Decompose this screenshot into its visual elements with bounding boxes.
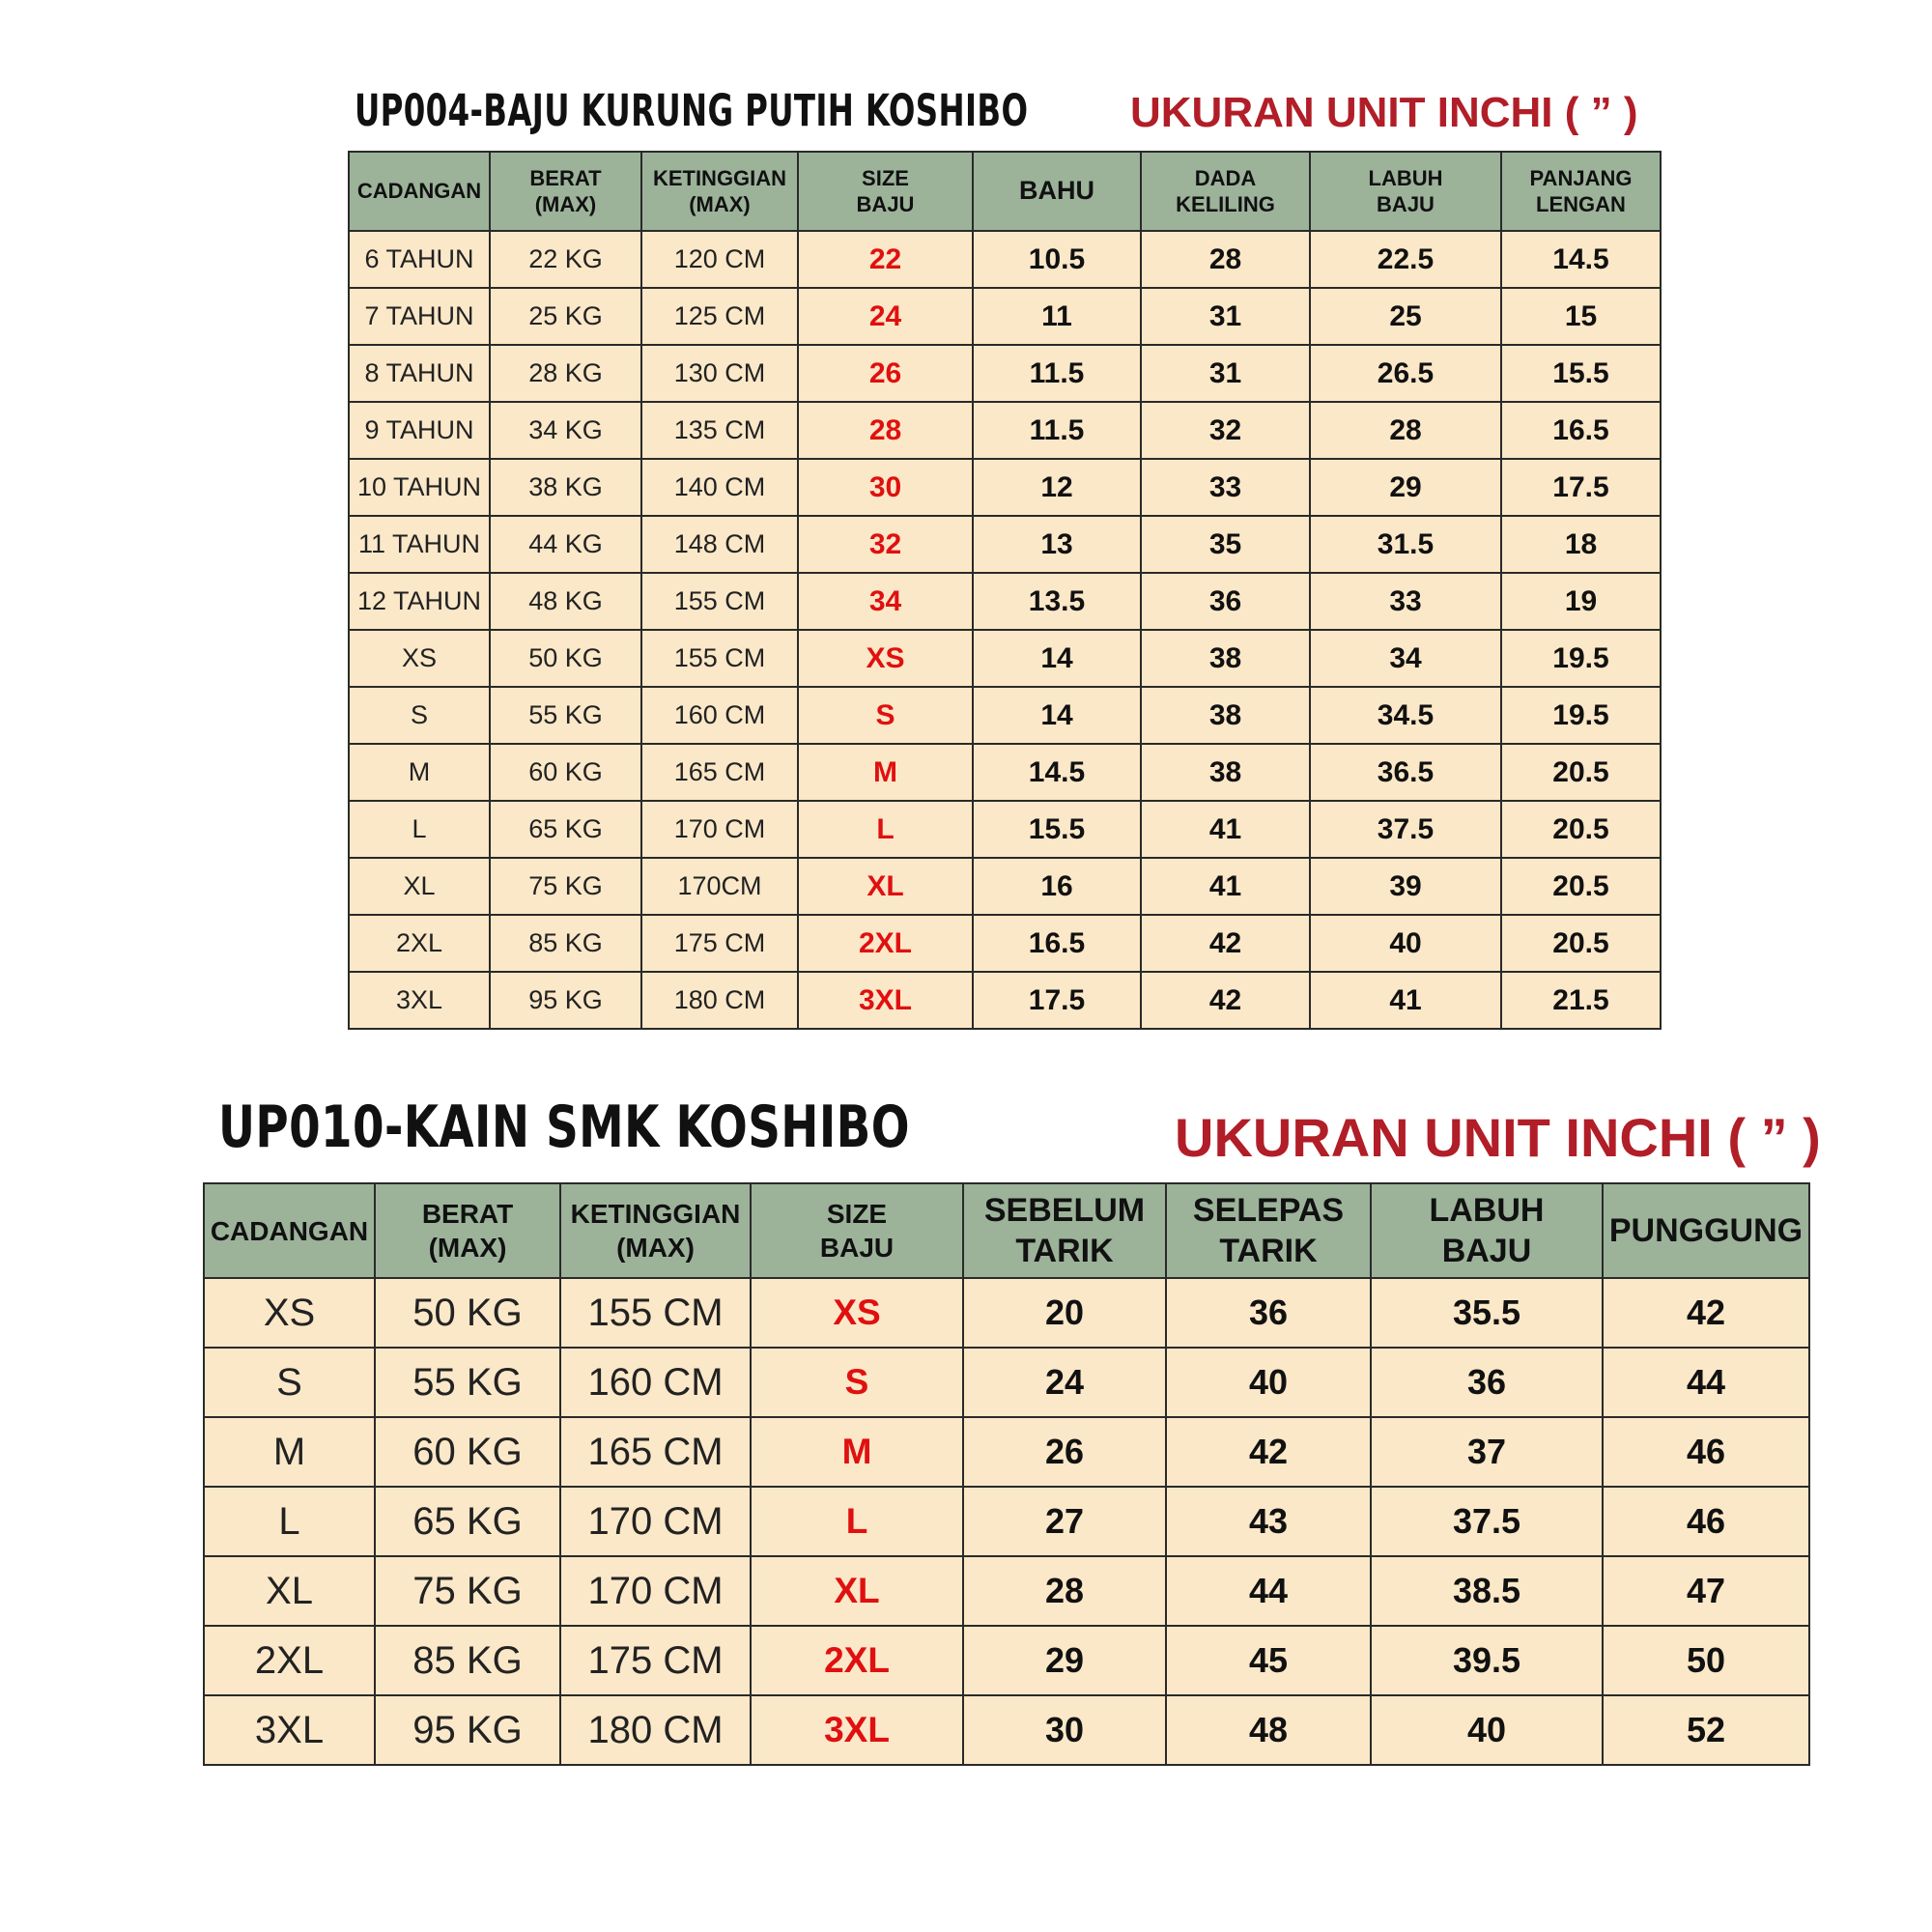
table-cell: 170 CM [641, 801, 798, 858]
table-body [349, 231, 1661, 1029]
column-header [1310, 152, 1501, 231]
table-cell: 175 CM [560, 1626, 751, 1695]
table-cell: 65 KG [490, 801, 641, 858]
measurement-cell: 20.5 [1501, 801, 1661, 858]
measurement-cell: 15 [1501, 288, 1661, 345]
column-header-line: SEBELUM [983, 1191, 1146, 1229]
table-row [349, 573, 1661, 630]
column-header-line: BERAT [529, 165, 602, 190]
size-cell: M [751, 1417, 963, 1487]
measurement-cell: 17.5 [973, 972, 1141, 1029]
measurement-cell: 36.5 [1310, 744, 1501, 801]
measurement-cell: 37 [1371, 1417, 1603, 1487]
column-header-line: (MAX) [428, 1233, 507, 1263]
size-table-baju-kurung [348, 151, 1662, 1030]
table-cell: 75 KG [490, 858, 641, 915]
measurement-cell: 28 [963, 1556, 1166, 1626]
column-header [1501, 152, 1661, 231]
table-row [204, 1556, 1809, 1626]
table-row [349, 915, 1661, 972]
column-header-line: CADANGAN [356, 179, 482, 204]
measurement-cell: 42 [1141, 972, 1310, 1029]
measurement-cell: 14 [973, 687, 1141, 744]
column-header-line: SIZE [826, 1199, 888, 1229]
table-cell: 7 TAHUN [349, 288, 490, 345]
table-cell: 8 TAHUN [349, 345, 490, 402]
table-cell: 85 KG [375, 1626, 560, 1695]
table-cell: 160 CM [641, 687, 798, 744]
table-cell: 12 TAHUN [349, 573, 490, 630]
measurement-cell: 36 [1141, 573, 1310, 630]
column-header [798, 152, 973, 231]
measurement-cell: 11.5 [973, 345, 1141, 402]
column-header-line: LABUH [1368, 165, 1443, 190]
column-header [1603, 1183, 1809, 1278]
table-cell: 3XL [204, 1695, 375, 1765]
column-header [490, 152, 641, 231]
table-cell: S [204, 1348, 375, 1417]
table-cell: 175 CM [641, 915, 798, 972]
measurement-cell: 14.5 [973, 744, 1141, 801]
table-row [349, 972, 1661, 1029]
table-cell: 9 TAHUN [349, 402, 490, 459]
measurement-cell: 36 [1166, 1278, 1371, 1348]
table-row [204, 1417, 1809, 1487]
column-header-line: TARIK [1015, 1233, 1114, 1269]
table-cell: 60 KG [490, 744, 641, 801]
measurement-cell: 40 [1371, 1695, 1603, 1765]
measurement-cell: 13 [973, 516, 1141, 573]
table-cell: 38 KG [490, 459, 641, 516]
size-cell: S [751, 1348, 963, 1417]
table-row [204, 1348, 1809, 1417]
measurement-cell: 38 [1141, 687, 1310, 744]
measurement-cell: 17.5 [1501, 459, 1661, 516]
column-header-line: KETINGGIAN [570, 1199, 741, 1229]
measurement-cell: 14 [973, 630, 1141, 687]
table-row [204, 1278, 1809, 1348]
measurement-cell: 46 [1603, 1417, 1809, 1487]
table-cell: 95 KG [375, 1695, 560, 1765]
table-row [204, 1695, 1809, 1765]
measurement-cell: 14.5 [1501, 231, 1661, 288]
table-cell: 50 KG [490, 630, 641, 687]
column-header [560, 1183, 751, 1278]
column-header [963, 1183, 1166, 1278]
measurement-cell: 35.5 [1371, 1278, 1603, 1348]
size-cell: 3XL [798, 972, 973, 1029]
measurement-cell: 16.5 [973, 915, 1141, 972]
measurement-cell: 19.5 [1501, 687, 1661, 744]
header-row [204, 1183, 1809, 1278]
measurement-cell: 19.5 [1501, 630, 1661, 687]
table-cell: 125 CM [641, 288, 798, 345]
header-row [349, 152, 1661, 231]
table-cell: 22 KG [490, 231, 641, 288]
column-header-line: BAJU [819, 1233, 895, 1263]
table-cell: 135 CM [641, 402, 798, 459]
measurement-cell: 20.5 [1501, 744, 1661, 801]
measurement-cell: 38 [1141, 744, 1310, 801]
table-row [204, 1487, 1809, 1556]
table-cell: XS [349, 630, 490, 687]
table-cell: 140 CM [641, 459, 798, 516]
table-cell: XL [349, 858, 490, 915]
column-header-line: SELEPAS [1192, 1191, 1345, 1229]
column-header-line: (MAX) [534, 192, 597, 216]
column-header-line: LABUH [1429, 1191, 1545, 1229]
measurement-cell: 28 [1141, 231, 1310, 288]
measurement-cell: 21.5 [1501, 972, 1661, 1029]
measurement-cell: 45 [1166, 1626, 1371, 1695]
table-cell: 170CM [641, 858, 798, 915]
table-cell: 160 CM [560, 1348, 751, 1417]
size-cell: XL [798, 858, 973, 915]
table-row [349, 801, 1661, 858]
size-cell: M [798, 744, 973, 801]
size-cell: 32 [798, 516, 973, 573]
measurement-cell: 11.5 [973, 402, 1141, 459]
column-header-line: LENGAN [1536, 192, 1626, 216]
table-cell: 170 CM [560, 1487, 751, 1556]
measurement-cell: 16.5 [1501, 402, 1661, 459]
table-cell: 155 CM [560, 1278, 751, 1348]
table-cell: 2XL [349, 915, 490, 972]
column-header [973, 152, 1141, 231]
table-cell: XL [204, 1556, 375, 1626]
table-row [349, 402, 1661, 459]
table-cell: 6 TAHUN [349, 231, 490, 288]
size-cell: 2XL [751, 1626, 963, 1695]
table-row [349, 288, 1661, 345]
measurement-cell: 41 [1141, 858, 1310, 915]
size-cell: 3XL [751, 1695, 963, 1765]
measurement-cell: 20.5 [1501, 915, 1661, 972]
measurement-cell: 44 [1603, 1348, 1809, 1417]
measurement-cell: 42 [1603, 1278, 1809, 1348]
measurement-cell: 32 [1141, 402, 1310, 459]
table-cell: 170 CM [560, 1556, 751, 1626]
table-row [349, 744, 1661, 801]
table-cell: 10 TAHUN [349, 459, 490, 516]
measurement-cell: 12 [973, 459, 1141, 516]
column-header [1141, 152, 1310, 231]
table-cell: 11 TAHUN [349, 516, 490, 573]
measurement-cell: 30 [963, 1695, 1166, 1765]
size-cell: 28 [798, 402, 973, 459]
size-cell: S [798, 687, 973, 744]
column-header [751, 1183, 963, 1278]
table-cell: 60 KG [375, 1417, 560, 1487]
measurement-cell: 40 [1166, 1348, 1371, 1417]
table-cell: L [204, 1487, 375, 1556]
measurement-cell: 44 [1166, 1556, 1371, 1626]
table-cell: 3XL [349, 972, 490, 1029]
size-cell: 2XL [798, 915, 973, 972]
measurement-cell: 31.5 [1310, 516, 1501, 573]
measurement-cell: 42 [1141, 915, 1310, 972]
column-header-line: KETINGGIAN [652, 165, 787, 190]
measurement-cell: 35 [1141, 516, 1310, 573]
size-cell: XS [798, 630, 973, 687]
table-cell: M [349, 744, 490, 801]
column-header [375, 1183, 560, 1278]
table-cell: 25 KG [490, 288, 641, 345]
measurement-cell: 38.5 [1371, 1556, 1603, 1626]
size-cell: 22 [798, 231, 973, 288]
table-row [349, 687, 1661, 744]
measurement-cell: 24 [963, 1348, 1166, 1417]
table-cell: 165 CM [560, 1417, 751, 1487]
column-header [1371, 1183, 1603, 1278]
table-cell: 44 KG [490, 516, 641, 573]
table-cell: S [349, 687, 490, 744]
measurement-cell: 31 [1141, 288, 1310, 345]
measurement-cell: 27 [963, 1487, 1166, 1556]
column-header [1166, 1183, 1371, 1278]
measurement-cell: 34.5 [1310, 687, 1501, 744]
column-header-line: (MAX) [689, 192, 751, 216]
measurement-cell: 26.5 [1310, 345, 1501, 402]
table-cell: 120 CM [641, 231, 798, 288]
size-cell: 30 [798, 459, 973, 516]
measurement-cell: 15.5 [973, 801, 1141, 858]
measurement-cell: 48 [1166, 1695, 1371, 1765]
column-header-line: PANJANG [1529, 165, 1633, 190]
measurement-cell: 28 [1310, 402, 1501, 459]
table-row [349, 858, 1661, 915]
measurement-cell: 22.5 [1310, 231, 1501, 288]
measurement-cell: 37.5 [1371, 1487, 1603, 1556]
table-cell: 55 KG [490, 687, 641, 744]
table-cell: M [204, 1417, 375, 1487]
column-header [641, 152, 798, 231]
measurement-cell: 47 [1603, 1556, 1809, 1626]
table-cell: 155 CM [641, 630, 798, 687]
column-header-line: DADA [1194, 165, 1257, 190]
column-header-line: SIZE [862, 165, 909, 190]
measurement-cell: 20.5 [1501, 858, 1661, 915]
table-cell: 2XL [204, 1626, 375, 1695]
measurement-cell: 39.5 [1371, 1626, 1603, 1695]
measurement-cell: 43 [1166, 1487, 1371, 1556]
measurement-cell: 10.5 [973, 231, 1141, 288]
table-cell: 130 CM [641, 345, 798, 402]
column-header-line: (MAX) [616, 1233, 695, 1263]
measurement-cell: 29 [963, 1626, 1166, 1695]
measurement-cell: 20 [963, 1278, 1166, 1348]
table2-unit-note: UKURAN UNIT INCHI ( ” ) [1175, 1107, 1821, 1168]
measurement-cell: 15.5 [1501, 345, 1661, 402]
measurement-cell: 41 [1141, 801, 1310, 858]
size-cell: 24 [798, 288, 973, 345]
table-row [349, 630, 1661, 687]
measurement-cell: 46 [1603, 1487, 1809, 1556]
table-cell: 65 KG [375, 1487, 560, 1556]
table-cell: 155 CM [641, 573, 798, 630]
table-cell: 165 CM [641, 744, 798, 801]
column-header-line: CADANGAN [210, 1215, 369, 1246]
measurement-cell: 25 [1310, 288, 1501, 345]
size-table-kain-smk [203, 1182, 1810, 1766]
table2-title: UP010-KAIN SMK KOSHIBO [218, 1094, 910, 1161]
measurement-cell: 11 [973, 288, 1141, 345]
measurement-cell: 41 [1310, 972, 1501, 1029]
table-cell: 55 KG [375, 1348, 560, 1417]
column-header-line: TARIK [1219, 1233, 1318, 1269]
table-cell: 85 KG [490, 915, 641, 972]
table-cell: 28 KG [490, 345, 641, 402]
table-row [349, 516, 1661, 573]
table-cell: 75 KG [375, 1556, 560, 1626]
table1-title: UP004-BAJU KURUNG PUTIH KOSHIBO [355, 85, 1029, 136]
column-header-line: KELILING [1176, 192, 1275, 216]
measurement-cell: 42 [1166, 1417, 1371, 1487]
measurement-cell: 50 [1603, 1626, 1809, 1695]
column-header-line: BAJU [1377, 192, 1435, 216]
measurement-cell: 26 [963, 1417, 1166, 1487]
measurement-cell: 40 [1310, 915, 1501, 972]
measurement-cell: 16 [973, 858, 1141, 915]
table1-unit-note: UKURAN UNIT INCHI ( ” ) [1130, 89, 1638, 136]
size-cell: L [798, 801, 973, 858]
column-header-line: BAHU [1019, 176, 1094, 206]
measurement-cell: 18 [1501, 516, 1661, 573]
size-cell: XS [751, 1278, 963, 1348]
measurement-cell: 52 [1603, 1695, 1809, 1765]
column-header-line: BAJU [1441, 1233, 1532, 1269]
table-row [349, 345, 1661, 402]
measurement-cell: 34 [1310, 630, 1501, 687]
measurement-cell: 39 [1310, 858, 1501, 915]
measurement-cell: 33 [1141, 459, 1310, 516]
column-header [204, 1183, 375, 1278]
table-cell: 48 KG [490, 573, 641, 630]
size-cell: L [751, 1487, 963, 1556]
measurement-cell: 37.5 [1310, 801, 1501, 858]
column-header [349, 152, 490, 231]
measurement-cell: 13.5 [973, 573, 1141, 630]
column-header-line: BERAT [421, 1199, 514, 1229]
table-cell: 180 CM [641, 972, 798, 1029]
table-body [204, 1278, 1809, 1765]
table-row [204, 1626, 1809, 1695]
table-cell: XS [204, 1278, 375, 1348]
size-cell: 26 [798, 345, 973, 402]
measurement-cell: 19 [1501, 573, 1661, 630]
size-cell: 34 [798, 573, 973, 630]
measurement-cell: 31 [1141, 345, 1310, 402]
size-cell: XL [751, 1556, 963, 1626]
table-row [349, 459, 1661, 516]
measurement-cell: 38 [1141, 630, 1310, 687]
table-row [349, 231, 1661, 288]
table-cell: 34 KG [490, 402, 641, 459]
measurement-cell: 29 [1310, 459, 1501, 516]
table-cell: 50 KG [375, 1278, 560, 1348]
column-header-line: BAJU [856, 192, 915, 216]
column-header-line: PUNGGUNG [1608, 1211, 1804, 1249]
table-cell: 180 CM [560, 1695, 751, 1765]
table-cell: L [349, 801, 490, 858]
measurement-cell: 36 [1371, 1348, 1603, 1417]
measurement-cell: 33 [1310, 573, 1501, 630]
table-cell: 148 CM [641, 516, 798, 573]
table-cell: 95 KG [490, 972, 641, 1029]
